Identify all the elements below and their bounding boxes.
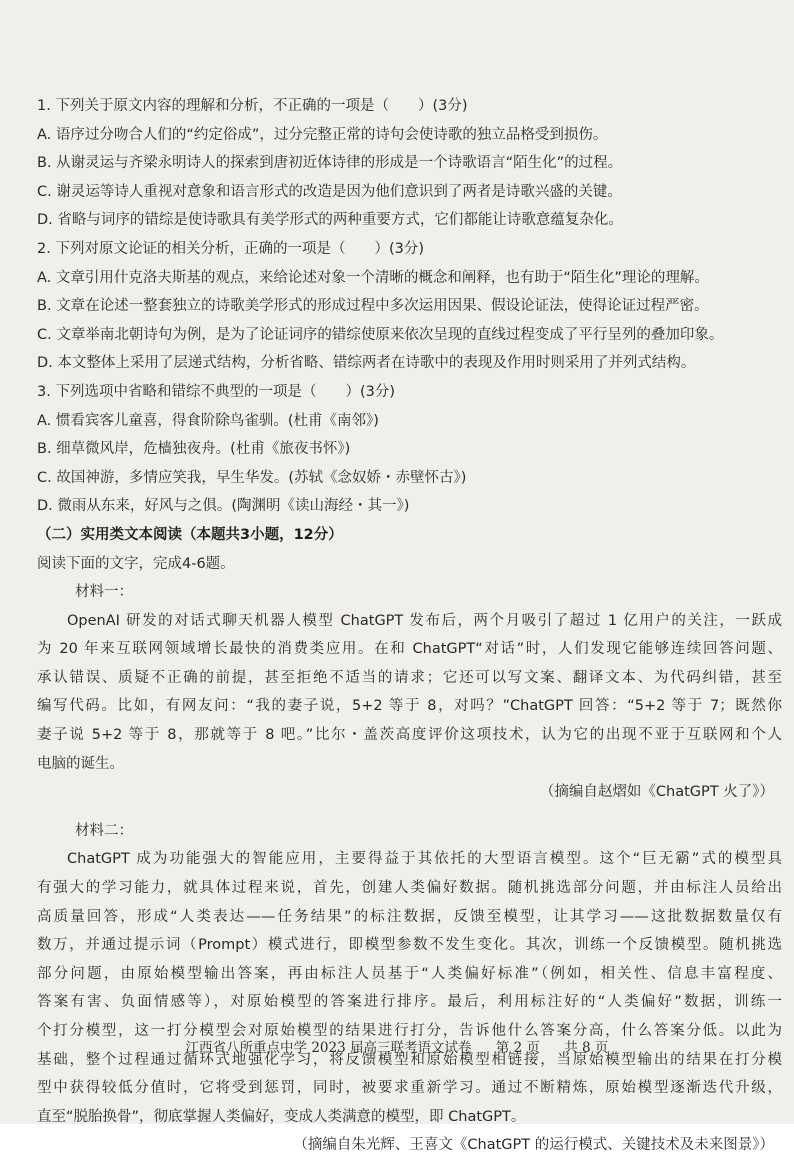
page-content — [37, 92, 782, 1160]
material-2-line: 有强大的学习能力，就具体过程来说，首先，创建人类偏好数据。随机挑选部分问题，并由标注人员给出 — [37, 880, 782, 897]
material-2-line: 数万，并通过提示词（Prompt）模式进行，即模型参数不发生变化。其次，训练一个反馈模型。随机挑选 — [37, 937, 782, 954]
material-2-body — [37, 845, 782, 1131]
footer-exam-title: 江西省八所重点中学 2023 届高三联考语文试卷 — [185, 1040, 472, 1056]
material-1-line: 编写代码。比如，有网友问：“我的妻子说，5+2 等于 8，对吗？”ChatGPT 回答：“5+2 等于 7；既然你 — [37, 698, 782, 715]
material-1-label: 材料一： — [75, 584, 133, 601]
material-1-body — [37, 607, 782, 779]
question-2-option-d: D. 本文整体上采用了层递式结构，分析省略、错综两者在诗歌中的表现及作用时则采用了并列式结构。 — [37, 355, 696, 372]
question-3-option-d: D. 微雨从东来，好风与之俱。(陶渊明《读山海经・其一》) — [37, 498, 410, 515]
question-1-option-a: A. 语序过分吻合人们的“约定俗成”，过分完整正常的诗句会使诗歌的独立品格受到损伤。 — [37, 126, 608, 143]
question-3-option-c: C. 故国神游，多情应笑我，早生华发。(苏轼《念奴娇・赤壁怀古》) — [37, 469, 467, 486]
material-2-line: 直至“脱胎换骨”，彻底掌握人类偏好，变成人类满意的模型，即 ChatGPT。 — [37, 1108, 526, 1125]
material-1-line: OpenAI 研发的对话式聊天机器人模型 ChatGPT 发布后，两个月吸引了超过 1 亿用户的关注，一跃成 — [67, 612, 782, 629]
question-2-option-b: B. 文章在论述一整套独立的诗歌美学形式的形成过程中多次运用因果、假设论证法，使得论证过程严密。 — [37, 298, 709, 315]
material-2-source: （摘编自朱光辉、王喜文《ChatGPT 的运行模式、关键技术及未来图景》） — [293, 1137, 774, 1154]
material-1-source: （摘编自赵熠如《ChatGPT 火了》） — [539, 784, 774, 801]
material-2-line: 型中获得较低分值时，它将受到惩罚，同时，被要求重新学习。通过不断精炼，原始模型逐渐迭代升级， — [37, 1080, 782, 1097]
material-2-line: 部分问题，由原始模型输出答案，再由标注人员基于“人类偏好标准”（例如，相关性、信息丰富程度、 — [37, 965, 782, 982]
material-1-line: 承认错误、质疑不正确的前提，甚至拒绝不适当的请求；它还可以写文案、翻译文本、为代码纠错，甚至 — [37, 669, 782, 686]
material-2-line: 基础，整个过程通过循环式地强化学习，将反馈模型和原始模型相链接，当原始模型输出的结果在打分模 — [37, 1051, 782, 1068]
question-1-option-d: D. 省略与词序的错综是使诗歌具有美学形式的两种重要方式，它们都能让诗歌意蕴复杂化。 — [37, 212, 623, 229]
footer-total-pages: 共 8 页 — [564, 1040, 609, 1056]
question-2-stem: 2. 下列对原文论证的相关分析，正确的一项是（ ）(3分) — [37, 240, 424, 257]
material-1-line: 妻子说 5+2 等于 8，那就等于 8 吧。”比尔・盖茨高度评价这项技术，认为它的出现不亚于互联网和个人 — [37, 727, 782, 744]
material-1-line: 电脑的诞生。 — [37, 755, 124, 772]
material-1-line: 为 20 年来互联网领域增长最快的消费类应用。在和 ChatGPT“对话”时，人们发现它能够连续回答问题、 — [37, 641, 782, 658]
question-1-option-b: B. 从谢灵运与齐梁永明诗人的探索到唐初近体诗律的形成是一个诗歌语言“陌生化”的过程。 — [37, 155, 623, 172]
section-instruction: 阅读下面的文字，完成4-6题。 — [37, 555, 235, 572]
question-1-option-c: C. 谢灵运等诗人重视对意象和语言形式的改造是因为他们意识到了两者是诗歌兴盛的关键。 — [37, 183, 622, 200]
material-2-line: ChatGPT 成为功能强大的智能应用，主要得益于其依托的大型语言模型。这个“巨无霸”式的模型具 — [67, 851, 782, 868]
material-2-line: 个打分模型，这一打分模型会对原始模型的结果进行打分，告诉他什么答案分高，什么答案分低。以此为 — [37, 1023, 782, 1039]
question-1-stem: 1. 下列关于原文内容的理解和分析，不正确的一项是（ ）(3分) — [37, 98, 468, 114]
question-2-option-c: C. 文章举南北朝诗句为例，是为了论证词序的错综使原来依次呈现的直线过程变成了平行呈列的叠加印象。 — [37, 326, 724, 343]
material-2-line: 答案有害、负面情感等），对原始模型的答案进行排序。最后，利用标注好的“人类偏好”数据，训练一 — [37, 994, 782, 1011]
question-3-option-a: A. 惯看宾客儿童喜，得食阶除鸟雀驯。(杜甫《南邻》) — [37, 412, 379, 429]
question-3-option-b: B. 细草微风岸，危樯独夜舟。(杜甫《旅夜书怀》) — [37, 441, 351, 458]
page-footer — [0, 1036, 794, 1056]
material-2-line: 高质量回答，形成“人类表达——任务结果”的标注数据，反馈至模型，让其学习——这批数据数量仅有 — [37, 908, 782, 925]
material-2-label: 材料二： — [75, 822, 133, 839]
question-3-stem: 3. 下列选项中省略和错综不典型的一项是（ ）(3分) — [37, 383, 395, 400]
question-2-option-a: A. 文章引用什克洛夫斯基的观点，来给论述对象一个清晰的概念和阐释，也有助于“陌生化”理论的理解。 — [37, 269, 709, 286]
footer-page-number: 第 2 页 — [495, 1040, 540, 1056]
section-title: （二）实用类文本阅读（本题共3小题，12分） — [37, 526, 343, 543]
